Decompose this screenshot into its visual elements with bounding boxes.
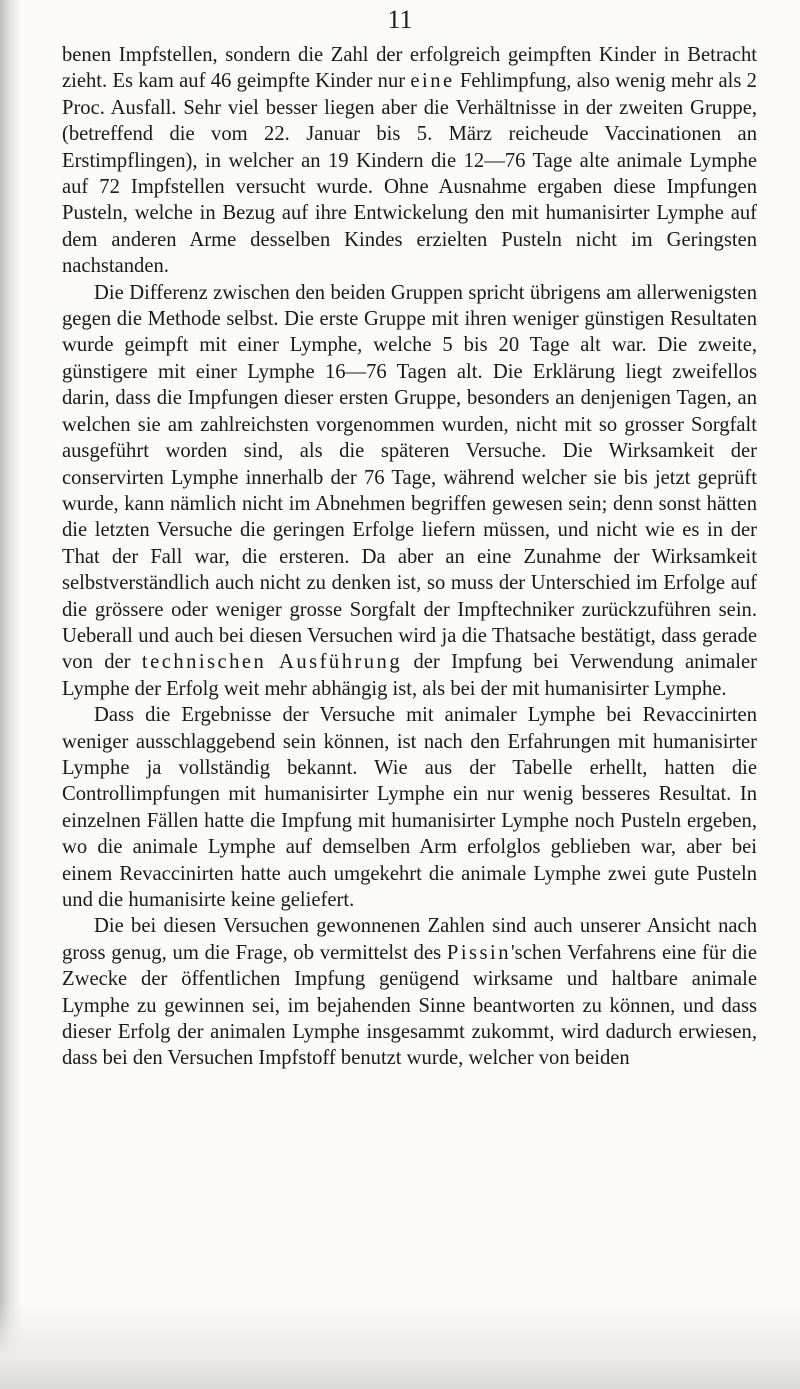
p4-text-b: 'schen Verfahrens eine für die Zwecke der öffentlichen Impfung genügend wirksame und haltbare animale Lymphe zu gewinnen sei, im bejahenden Sinne beantworten zu können, und dass dieser Erfolg der animalen Lymphe insgesammt zukommt, wird dadurch erwiesen, dass bei den Versuchen Impfstoff benutzt wurde, welcher von beiden [62,941,758,1070]
page-number: 11 [387,5,413,34]
p1-text-b: Fehlimpfung, also wenig mehr als 2 Proc. Ausfall. Sehr viel besser liegen aber die Verhältnisse in der zweiten Gruppe, (betreffend die vom 22. Januar bis 5. März reicheude Vaccinationen an Erstimpflingen), in welcher an 19 Kindern die 12—76 Tage alte animale Lymphe auf 72 Impfstellen versucht wurde. Ohne Ausnahme ergaben diese Impfungen Pusteln, welche in Bezug auf ihre Entwickelung den mit humanisirter Lymphe auf dem anderen Arme desselben Kindes erzielten Pusteln nicht im Geringsten nachstanden. [62,70,757,278]
paragraph-3 [62,702,757,913]
p3-text: Dass die Ergebnisse der Versuche mit animaler Lymphe bei Revaccinirten weniger ausschlaggebend sein können, ist nach den Erfahrungen mit humanisirter Lymphe ja vollständig bekannt. Wie aus der Tabelle erhellt, hatten die Controllimpfungen mit humanisirter Lymphe ein nur wenig besseres Resultat. In einzelnen Fällen hatte die Impfung mit humanisirter Lymphe noch Pusteln ergeben, wo die animale Lymphe auf demselben Arm erfolglos geblieben war, aber bei einem Revaccinirten hatte auch umgekehrt die animale Lymphe zwei gute Pusteln und die humanisirte keine geliefert. [62,704,757,911]
p4-emphasis-pissin: Pissin [446,941,511,964]
p2-text-a: Die Differenz zwischen den beiden Gruppen spricht übrigens am allerwenigsten gegen die Methode selbst. Die erste Gruppe mit ihren weniger günstigen Resultaten wurde geimpft mit einer Lymphe, welche 5 bis 20 Tage alt war. Die zweite, günstigere mit einer Lymphe 16—76 Tagen alt. Die Erklärung liegt zweifellos darin, dass die Impfungen dieser ersten Gruppe, besonders an denjenigen Tagen, an welchen sie am zahlreichsten vorgenommen wurden, nicht mit so grosser Sorgfalt ausgeführt worden sind, als die späteren Versuche. Die Wirksamkeit der conservirten Lymphe innerhalb der 76 Tage, während welcher sie bis jetzt geprüft wurde, kann nämlich nicht im Abnehmen begriffen gewesen sein; denn sonst hätten die letzten Versuche die geringen Erfolge liefern müssen, und nicht wie es in der That der Fall war, die ersteren. Da aber an eine Zunahme der Wirksamkeit selbstverständlich auch nicht zu denken ist, so muss der Unterschied im Erfolge auf die grössere oder weniger grosse Sorgfalt der Impftechniker zurückzuführen sein. Ueberall und auch bei diesen Versuchen wird ja die Thatsache bestätigt, dass gerade von der [62,281,757,674]
paragraph-4 [62,913,757,1071]
paragraph-2 [62,280,757,703]
p1-emphasis-eine: eine [410,70,455,93]
binding-shadow [0,0,22,1389]
p2-text-b: der Impfung bei Verwendung animaler Lymphe der Erfolg weit mehr abhängig ist, als bei der mit humanisirter Lymphe. [62,651,758,700]
p2-emphasis-technischen-ausfuehrung: technischen Ausführung [141,651,403,674]
body-text [62,42,757,1072]
p1-text-a: benen Impfstellen, sondern die Zahl der erfolgreich geimpften Kinder in Betracht zieht. Es kam auf 46 geimpfte Kinder nur [62,44,757,93]
paragraph-1 [62,42,757,280]
bottom-edge-shadow [0,1300,800,1389]
p4-text-a: Die bei diesen Versuchen gewonnenen Zahlen sind auch unserer Ansicht nach gross genug, um die Frage, ob vermittelst des [62,915,757,964]
